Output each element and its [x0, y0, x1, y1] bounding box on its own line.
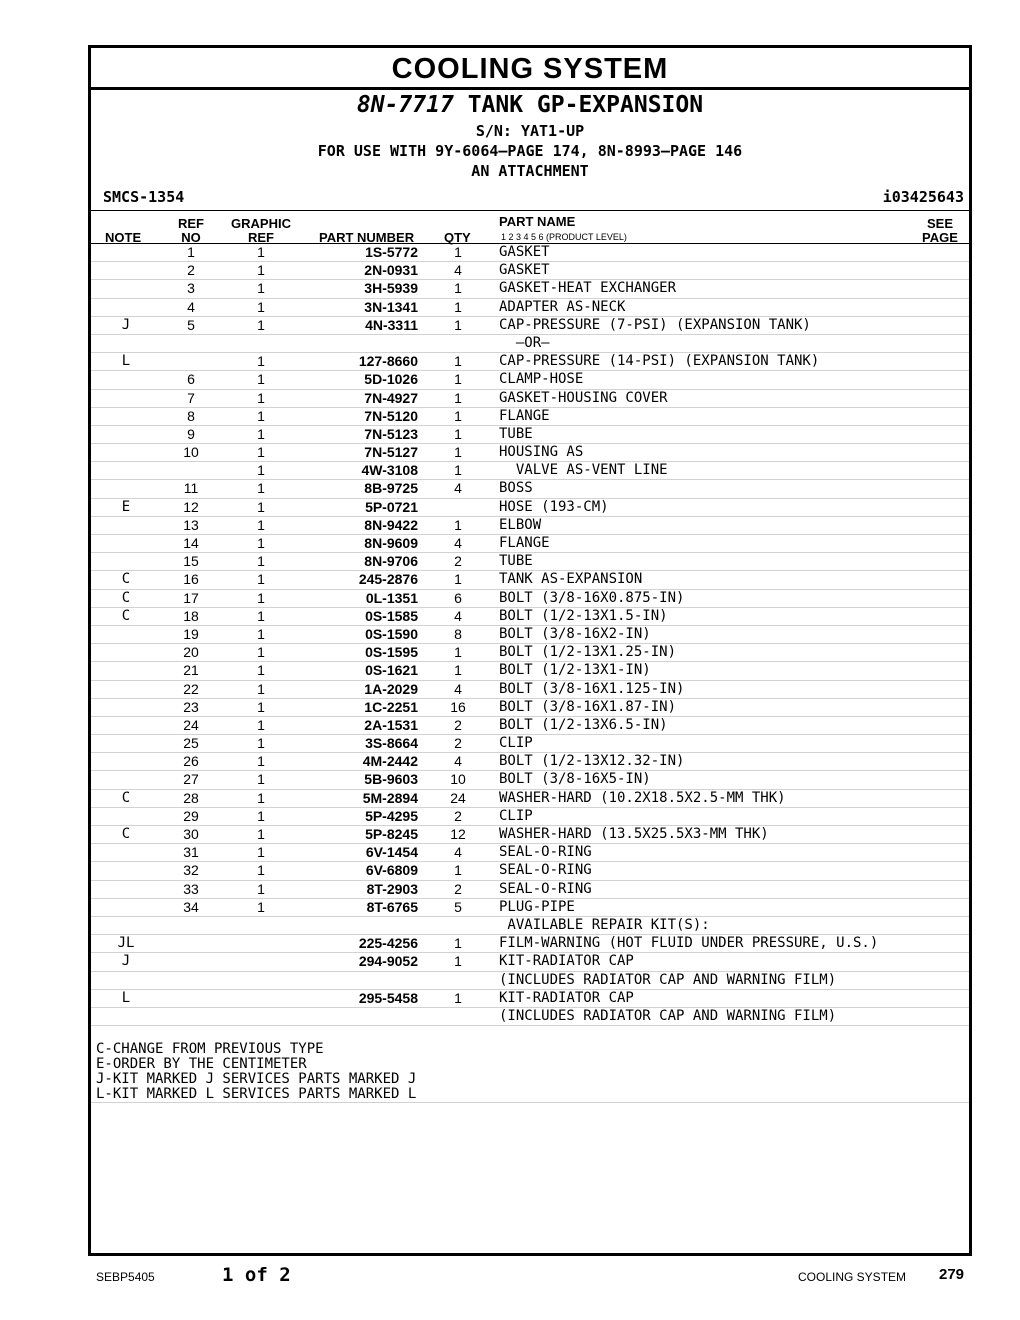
- row-part-name: GASKET: [499, 262, 550, 279]
- table-row: [91, 517, 969, 535]
- row-qty: 16: [450, 698, 466, 715]
- row-part-name: ADAPTER AS-NECK: [499, 298, 626, 315]
- row-qty: 1: [454, 953, 462, 970]
- row-qty: 12: [450, 826, 466, 842]
- row-graphic-ref: 1: [257, 698, 265, 715]
- row-ref-no: 6: [187, 371, 195, 388]
- row-part-name: BOLT (1/2-13X1.5-IN): [499, 607, 668, 624]
- table-row: [91, 571, 969, 589]
- col-ref-no: [161, 217, 221, 245]
- table-row: [91, 390, 969, 408]
- row-qty: 1: [454, 571, 462, 588]
- page-of: 1 of 2: [222, 1264, 291, 1286]
- row-ref-no: 19: [183, 625, 199, 642]
- row-part-name: ELBOW: [499, 516, 542, 533]
- table-row: [91, 262, 969, 280]
- row-part-name: HOUSING AS: [499, 444, 584, 461]
- table-row: [91, 353, 969, 371]
- serial-number: S/N: YAT1-UP: [475, 122, 585, 140]
- row-qty: 4: [454, 607, 462, 624]
- row-graphic-ref: 1: [257, 244, 265, 260]
- row-part-number: 7N-5123: [364, 425, 418, 442]
- header-divider: [91, 210, 969, 211]
- row-part-name: KIT-RADIATOR CAP: [499, 953, 634, 970]
- table-row: [91, 972, 969, 990]
- row-graphic-ref: 1: [257, 553, 265, 570]
- col-graphic-ref: [221, 217, 301, 245]
- col-ref-no-top: REF: [178, 216, 204, 231]
- row-part-number: 6V-1454: [365, 844, 418, 861]
- row-part-name: PLUG-PIPE: [499, 898, 575, 915]
- table-row: [91, 335, 969, 353]
- row-part-name: TUBE: [499, 425, 533, 442]
- table-row: [91, 844, 969, 862]
- row-ref-no: 23: [183, 698, 199, 715]
- row-note: JL: [117, 935, 135, 952]
- table-row: [91, 826, 969, 844]
- table-row: [91, 299, 969, 317]
- col-part-name: PART NAME: [499, 214, 576, 229]
- row-part-number: 3H-5939: [364, 280, 418, 297]
- row-qty: 2: [454, 716, 462, 733]
- row-part-number: 0S-1585: [365, 607, 418, 624]
- row-part-number: 3N-1341: [364, 298, 418, 315]
- table-row: [91, 662, 969, 680]
- row-qty: 1: [454, 516, 462, 533]
- table-row: [91, 935, 969, 953]
- row-graphic-ref: 1: [257, 880, 265, 897]
- table-row: [91, 444, 969, 462]
- row-note: C: [121, 826, 131, 842]
- row-qty: 2: [454, 735, 462, 752]
- table-row: [91, 917, 969, 935]
- row-ref-no: 9: [187, 425, 195, 442]
- row-part-number: 6V-6809: [365, 862, 418, 879]
- row-qty: 2: [454, 553, 462, 570]
- row-part-name: GASKET-HOUSING COVER: [499, 389, 668, 406]
- row-part-name: BOLT (3/8-16X2-IN): [499, 625, 651, 642]
- row-part-name: CLAMP-HOSE: [499, 371, 584, 388]
- product-levels: 1 2 3 4 5 6 (PRODUCT LEVEL): [501, 232, 627, 242]
- row-ref-no: 29: [183, 807, 199, 824]
- col-see-page-top: SEE: [926, 216, 953, 231]
- table-row: [91, 862, 969, 880]
- table-row: [91, 408, 969, 426]
- row-part-number: 295-5458: [358, 989, 418, 1006]
- row-ref-no: 5: [187, 316, 195, 333]
- table-row: [91, 535, 969, 553]
- row-part-number: 4N-3311: [365, 316, 418, 333]
- row-part-number: 8T-6765: [366, 898, 418, 915]
- row-part-name: CLIP: [499, 807, 533, 824]
- row-part-number: 0S-1621: [365, 662, 418, 679]
- row-graphic-ref: 1: [257, 771, 265, 788]
- row-part-number: 4W-3108: [361, 462, 418, 479]
- row-part-number: 5D-1026: [364, 371, 418, 388]
- row-part-number: 2N-0931: [364, 262, 418, 279]
- row-ref-no: 26: [183, 753, 199, 770]
- row-ref-no: 22: [183, 680, 199, 697]
- table-row: [91, 499, 969, 517]
- row-part-number: 1S-5772: [365, 244, 418, 260]
- row-note: J: [121, 316, 131, 333]
- row-graphic-ref: 1: [257, 898, 265, 915]
- row-note: J: [121, 953, 131, 970]
- row-part-number: 5P-4295: [365, 807, 418, 824]
- row-part-number: 8N-9706: [364, 553, 418, 570]
- row-graphic-ref: 1: [257, 371, 265, 388]
- row-part-name: BOLT (1/2-13X6.5-IN): [499, 716, 668, 733]
- row-part-name: BOLT (3/8-16X5-IN): [499, 771, 651, 788]
- row-part-number: 8N-9609: [364, 535, 418, 551]
- row-note: L: [121, 353, 131, 370]
- row-part-number: 7N-5120: [364, 407, 418, 424]
- row-graphic-ref: 1: [257, 516, 265, 533]
- row-qty: 1: [454, 407, 462, 424]
- row-part-number: 5B-9603: [364, 771, 418, 788]
- table-row: [91, 480, 969, 498]
- row-ref-no: 3: [187, 280, 195, 297]
- footer-section: COOLING SYSTEM: [798, 1270, 907, 1284]
- row-qty: 1: [454, 298, 462, 315]
- row-qty: 1: [454, 371, 462, 388]
- row-qty: 2: [454, 880, 462, 897]
- page-frame: [88, 45, 972, 1256]
- table-row: [91, 790, 969, 808]
- attachment-label: AN ATTACHMENT: [471, 162, 589, 180]
- row-ref-no: 20: [183, 644, 199, 661]
- doc-id: SEBP5405: [96, 1270, 155, 1284]
- row-ref-no: 11: [183, 480, 199, 497]
- row-note: C: [121, 607, 131, 624]
- row-qty: 4: [454, 262, 462, 279]
- row-graphic-ref: 1: [257, 826, 265, 842]
- row-part-name: BOLT (1/2-13X1.25-IN): [499, 644, 677, 661]
- col-see-page: [917, 217, 963, 245]
- group-part-number: 8N-7717: [356, 92, 454, 118]
- row-graphic-ref: 1: [257, 680, 265, 697]
- row-qty: 1: [454, 353, 462, 370]
- row-note: C: [121, 789, 131, 806]
- note-line: E-ORDER BY THE CENTIMETER: [96, 1056, 307, 1072]
- row-ref-no: 31: [183, 844, 199, 861]
- table-row: [91, 681, 969, 699]
- col-graphic-ref-top: GRAPHIC: [231, 216, 291, 231]
- row-part-name: HOSE (193-CM): [499, 498, 609, 515]
- illustration-id: i03425643: [882, 188, 964, 206]
- row-qty: 4: [454, 844, 462, 861]
- row-ref-no: 18: [183, 607, 199, 624]
- row-part-number: 8B-9725: [364, 480, 418, 497]
- row-part-name: SEAL-O-RING: [499, 880, 592, 897]
- row-part-name: FLANGE: [499, 407, 550, 424]
- row-graphic-ref: 1: [257, 498, 265, 515]
- table-row: [91, 771, 969, 789]
- row-part-number: 4M-2442: [362, 753, 418, 770]
- table-row: [91, 953, 969, 971]
- table-row: [91, 808, 969, 826]
- row-part-name: BOLT (3/8-16X1.87-IN): [499, 698, 677, 715]
- table-row: [91, 699, 969, 717]
- row-part-name: FLANGE: [499, 535, 550, 551]
- row-ref-no: 8: [187, 407, 195, 424]
- table-row: [91, 317, 969, 335]
- row-part-number: 0S-1590: [365, 625, 418, 642]
- row-part-number: 1A-2029: [364, 680, 418, 697]
- row-part-number: 5P-0721: [365, 498, 418, 515]
- row-part-name: BOLT (3/8-16X1.125-IN): [499, 680, 685, 697]
- row-part-name: WASHER-HARD (10.2X18.5X2.5-MM THK): [499, 789, 786, 806]
- row-qty: 8: [454, 625, 462, 642]
- row-graphic-ref: 1: [257, 862, 265, 879]
- table-row: [91, 990, 969, 1008]
- notes-divider: [91, 1102, 969, 1103]
- row-qty: 24: [450, 789, 466, 806]
- table-row: [91, 590, 969, 608]
- row-graphic-ref: 1: [257, 662, 265, 679]
- row-part-number: 8T-2903: [366, 880, 418, 897]
- row-part-name: GASKET: [499, 244, 550, 260]
- col-qty: QTY: [444, 230, 471, 245]
- row-ref-no: 25: [183, 735, 199, 752]
- row-ref-no: 24: [183, 716, 199, 733]
- smcs-code: SMCS-1354: [103, 188, 185, 206]
- row-ref-no: 17: [183, 589, 199, 606]
- row-qty: 1: [454, 389, 462, 406]
- row-part-name: BOLT (1/2-13X1-IN): [499, 662, 651, 679]
- row-ref-no: 33: [183, 880, 199, 897]
- row-graphic-ref: 1: [257, 298, 265, 315]
- row-qty: 2: [454, 807, 462, 824]
- row-note: C: [121, 571, 131, 588]
- row-qty: 10: [450, 771, 466, 788]
- row-ref-no: 2: [187, 262, 195, 279]
- col-ref-no-bottom: NO: [181, 230, 201, 245]
- row-graphic-ref: 1: [257, 571, 265, 588]
- table-row: [91, 626, 969, 644]
- row-graphic-ref: 1: [257, 280, 265, 297]
- row-part-name: WASHER-HARD (13.5X25.5X3-MM THK): [499, 826, 769, 842]
- row-ref-no: 21: [183, 662, 199, 679]
- row-part-name: SEAL-O-RING: [499, 844, 592, 861]
- table-row: [91, 462, 969, 480]
- row-qty: 1: [454, 935, 462, 952]
- table-row: [91, 280, 969, 298]
- row-note: E: [121, 498, 131, 515]
- note-line: C-CHANGE FROM PREVIOUS TYPE: [96, 1041, 324, 1057]
- row-part-name: CLIP: [499, 735, 533, 752]
- col-see-page-bottom: PAGE: [922, 230, 958, 245]
- row-part-name: BOSS: [499, 480, 533, 497]
- row-qty: 4: [454, 535, 462, 551]
- row-graphic-ref: 1: [257, 807, 265, 824]
- row-part-name: SEAL-O-RING: [499, 862, 592, 879]
- table-row: [91, 899, 969, 917]
- row-part-name: TANK AS-EXPANSION: [499, 571, 643, 588]
- table-row: [91, 735, 969, 753]
- notes-section: [96, 1042, 416, 1102]
- row-qty: 1: [454, 462, 462, 479]
- row-graphic-ref: 1: [257, 444, 265, 461]
- table-row: [91, 1008, 969, 1026]
- row-graphic-ref: 1: [257, 316, 265, 333]
- row-graphic-ref: 1: [257, 389, 265, 406]
- row-part-name: FILM-WARNING (HOT FLUID UNDER PRESSURE, U.S.): [499, 935, 879, 952]
- col-note: NOTE: [105, 230, 142, 245]
- table-row: [91, 371, 969, 389]
- row-ref-no: 1: [187, 244, 195, 260]
- row-part-number: 0L-1351: [365, 589, 418, 606]
- row-graphic-ref: 1: [257, 735, 265, 752]
- row-qty: 5: [454, 898, 462, 915]
- section-title: COOLING SYSTEM: [91, 48, 969, 90]
- row-graphic-ref: 1: [257, 789, 265, 806]
- row-qty: 1: [454, 662, 462, 679]
- row-part-number: 0S-1595: [365, 644, 418, 661]
- col-part-number: PART NUMBER: [319, 230, 415, 245]
- row-ref-no: 15: [183, 553, 199, 570]
- row-part-name: VALVE AS-VENT LINE: [499, 462, 668, 479]
- row-ref-no: 12: [183, 498, 199, 515]
- row-part-number: 294-9052: [358, 953, 418, 970]
- row-part-name: CAP-PRESSURE (7-PSI) (EXPANSION TANK): [499, 316, 811, 333]
- row-graphic-ref: 1: [257, 480, 265, 497]
- row-part-number: 7N-4927: [364, 389, 418, 406]
- row-part-name: (INCLUDES RADIATOR CAP AND WARNING FILM): [499, 971, 837, 988]
- table-row: [91, 608, 969, 626]
- row-ref-no: 28: [183, 789, 199, 806]
- col-graphic-ref-bottom: REF: [248, 230, 274, 245]
- row-part-name: CAP-PRESSURE (14-PSI) (EXPANSION TANK): [499, 353, 820, 370]
- row-part-number: 225-4256: [358, 935, 418, 952]
- row-graphic-ref: 1: [257, 644, 265, 661]
- row-ref-no: 32: [183, 862, 199, 879]
- table-row: [91, 644, 969, 662]
- page-number: 279: [939, 1266, 965, 1283]
- row-qty: 1: [454, 862, 462, 879]
- row-qty: 1: [454, 316, 462, 333]
- row-ref-no: 34: [183, 898, 199, 915]
- row-ref-no: 10: [183, 444, 199, 461]
- row-graphic-ref: 1: [257, 262, 265, 279]
- row-part-name: BOLT (1/2-13X12.32-IN): [499, 753, 685, 770]
- row-part-name: KIT-RADIATOR CAP: [499, 989, 634, 1006]
- row-ref-no: 30: [183, 826, 199, 842]
- table-row: [91, 553, 969, 571]
- row-part-name: BOLT (3/8-16X0.875-IN): [499, 589, 685, 606]
- row-part-name: TUBE: [499, 553, 533, 570]
- row-graphic-ref: 1: [257, 425, 265, 442]
- row-ref-no: 14: [183, 535, 199, 551]
- row-qty: 1: [454, 644, 462, 661]
- row-graphic-ref: 1: [257, 753, 265, 770]
- row-part-name: —OR—: [499, 334, 550, 351]
- row-qty: 1: [454, 425, 462, 442]
- table-row: [91, 881, 969, 899]
- row-graphic-ref: 1: [257, 353, 265, 370]
- row-part-number: 127-8660: [358, 353, 418, 370]
- row-part-number: 1C-2251: [364, 698, 418, 715]
- row-qty: 1: [454, 280, 462, 297]
- row-qty: 1: [454, 244, 462, 260]
- row-graphic-ref: 1: [257, 844, 265, 861]
- row-graphic-ref: 1: [257, 407, 265, 424]
- row-graphic-ref: 1: [257, 535, 265, 551]
- row-qty: 4: [454, 753, 462, 770]
- row-ref-no: 16: [183, 571, 199, 588]
- row-ref-no: 4: [187, 298, 195, 315]
- row-qty: 6: [454, 589, 462, 606]
- row-part-number: 2A-1531: [364, 716, 418, 733]
- row-part-name: (INCLUDES RADIATOR CAP AND WARNING FILM): [499, 1007, 837, 1024]
- row-ref-no: 27: [183, 771, 199, 788]
- row-part-number: 5M-2894: [362, 789, 418, 806]
- row-qty: 4: [454, 480, 462, 497]
- row-part-number: 3S-8664: [365, 735, 418, 752]
- row-qty: 1: [454, 444, 462, 461]
- note-line: L-KIT MARKED L SERVICES PARTS MARKED L: [96, 1086, 417, 1102]
- row-part-number: 7N-5127: [364, 444, 418, 461]
- row-graphic-ref: 1: [257, 589, 265, 606]
- table-row: [91, 244, 969, 262]
- row-part-name: AVAILABLE REPAIR KIT(S):: [499, 916, 710, 933]
- row-qty: 4: [454, 680, 462, 697]
- row-note: L: [121, 989, 131, 1006]
- row-ref-no: 7: [187, 389, 195, 406]
- row-graphic-ref: 1: [257, 607, 265, 624]
- group-title: [91, 92, 969, 118]
- row-graphic-ref: 1: [257, 462, 265, 479]
- row-part-name: GASKET-HEAT EXCHANGER: [499, 280, 677, 297]
- row-note: C: [121, 589, 131, 606]
- parts-table: [91, 244, 969, 1026]
- row-qty: 1: [454, 989, 462, 1006]
- table-row: [91, 426, 969, 444]
- note-line: J-KIT MARKED J SERVICES PARTS MARKED J: [96, 1071, 417, 1087]
- table-row: [91, 717, 969, 735]
- row-graphic-ref: 1: [257, 716, 265, 733]
- table-row: [91, 753, 969, 771]
- row-graphic-ref: 1: [257, 625, 265, 642]
- for-use-with: FOR USE WITH 9Y-6064—PAGE 174, 8N-8993—PAGE 146: [317, 142, 743, 160]
- row-part-number: 5P-8245: [365, 826, 418, 842]
- group-part-title: TANK GP-EXPANSION: [467, 92, 704, 118]
- row-ref-no: 13: [183, 516, 199, 533]
- row-part-number: 245-2876: [358, 571, 418, 588]
- row-part-number: 8N-9422: [364, 516, 418, 533]
